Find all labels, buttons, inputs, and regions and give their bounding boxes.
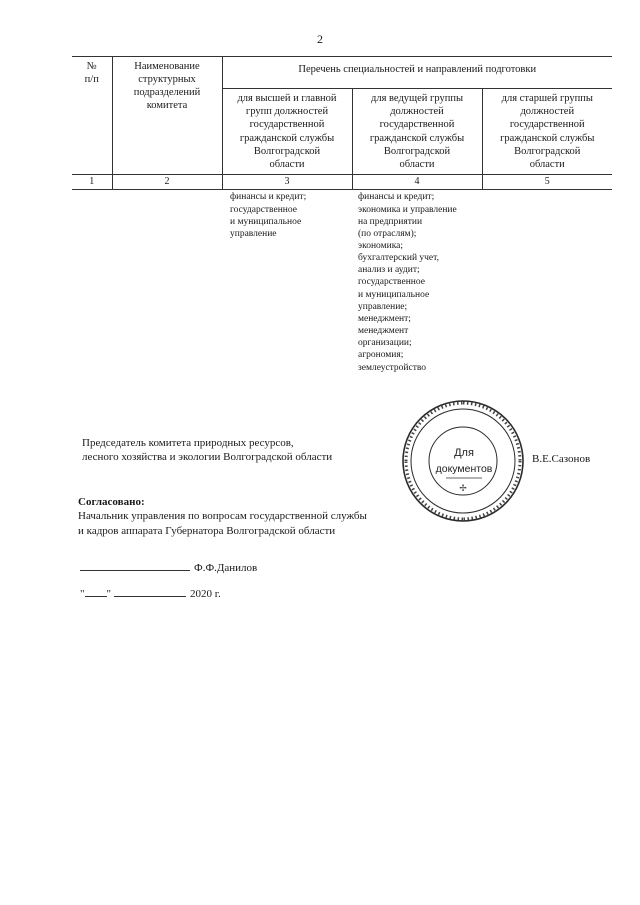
approval-title: Согласовано: <box>78 496 145 508</box>
signatory-position: Председатель комитета природных ресурсов, лесного хозяйства и экологии Волгоградской области <box>82 437 333 464</box>
column-number: 2 <box>112 174 222 190</box>
svg-text:✢: ✢ <box>459 483 467 493</box>
col4-specialties: финансы и кредит; экономика и управление на предприятии (по отраслям); экономика; бухгалтерский учет, анализ и аудит; государственное и муниципальное управление; менеджмент; менеджмент организации; агрономия; землеустройство <box>358 192 457 373</box>
official-stamp <box>398 396 528 526</box>
approval-signature-line <box>80 560 257 574</box>
col-units-header: Наименование структурных подразделений комитета <box>112 57 222 175</box>
signature-blank <box>80 560 190 571</box>
stamp-text: документов <box>435 463 493 475</box>
subheader-top-groups: для высшей и главной групп должностей государственной гражданской службы Волгоградской области <box>222 89 352 175</box>
date-year: 2020 г. <box>190 588 221 600</box>
column-number: 3 <box>222 174 352 190</box>
column-number: 1 <box>72 174 112 190</box>
page-number: 2 <box>317 32 323 46</box>
group-header: Перечень специальностей и направлений подготовки <box>222 57 612 89</box>
column-number: 5 <box>482 174 612 190</box>
col-number-header: № п/п <box>72 57 112 175</box>
day-blank <box>85 586 107 597</box>
approval-position: Начальник управления по вопросам государственной службы <box>78 510 367 523</box>
month-blank <box>114 586 186 597</box>
stamp-text: Для <box>454 447 474 459</box>
signatory-name: В.Е.Сазонов <box>532 453 591 465</box>
specialties-table <box>72 56 612 375</box>
approval-position: и кадров аппарата Губернатора Волгоградской области <box>78 524 336 537</box>
date-line: " " 2020 г. <box>80 588 221 600</box>
col3-specialties: финансы и кредит; государственное и муниципальное управление <box>230 192 307 239</box>
column-numbers-row <box>72 174 612 190</box>
column-number: 4 <box>352 174 482 190</box>
table-row <box>72 190 612 375</box>
approver-name: Ф.Ф.Данилов <box>194 562 258 574</box>
subheader-leading-group: для ведущей группы должностей государственной гражданской службы Волгоградской области <box>352 89 482 175</box>
approval-block <box>78 495 367 538</box>
subheader-senior-group: для старшей группы должностей государственной гражданской службы Волгоградской области <box>482 89 612 175</box>
